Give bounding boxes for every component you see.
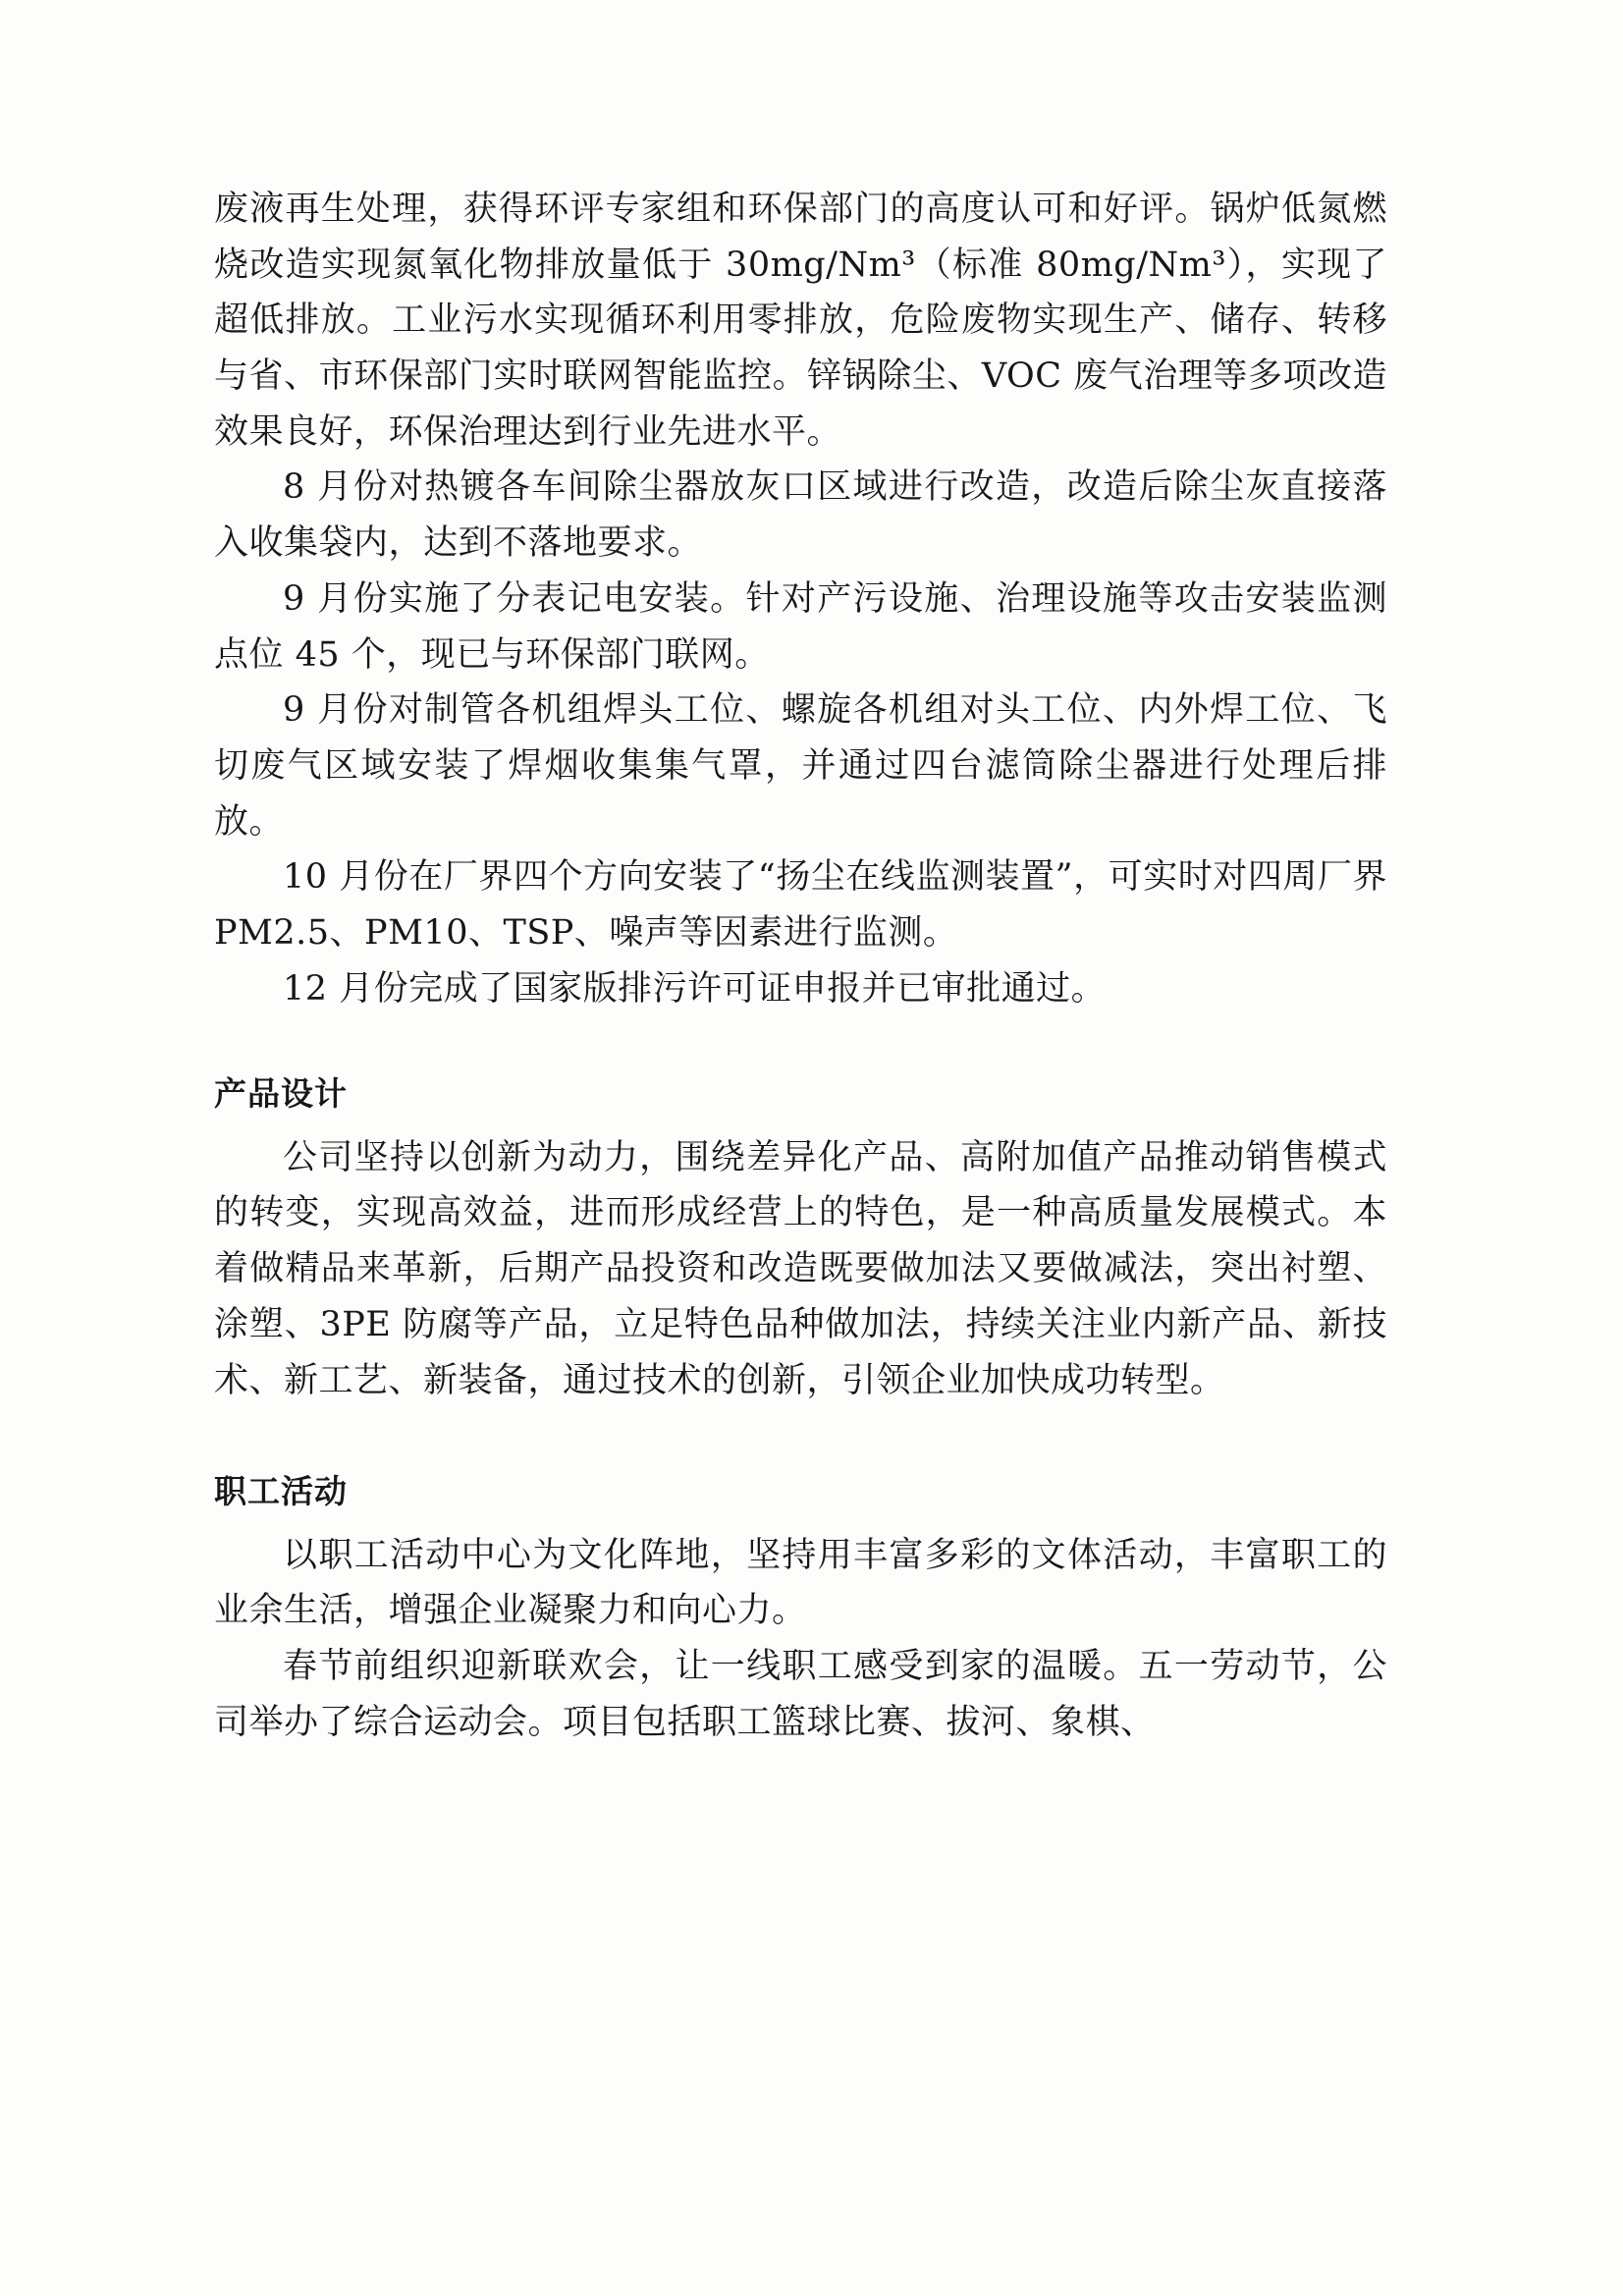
spacer — [214, 1121, 1387, 1130]
page-content — [214, 182, 1387, 1750]
paragraph-environment-3: 9 月份实施了分表记电安装。针对产污设施、治理设施等攻击安装监测点位 45 个，现已与环保部门联网。 — [214, 578, 1387, 675]
paragraph-environment-6: 12 月份完成了国家版排污许可证申报并已审批通过。 — [283, 968, 1107, 1009]
paragraph-product-design: 公司坚持以创新为动力，围绕差异化产品、高附加值产品推动销售模式的转变，实现高效益，进而形成经营上的特色，是一种高质量发展模式。本着做精品来革新，后期产品投资和改造既要做加法又要做减法，突出衬塑、涂塑、3PE 防腐等产品，立足特色品种做加法，持续关注业内新产品、新技术、新工艺、新装备，通过技术的创新，引领企业加快成功转型。 — [214, 1137, 1387, 1400]
paragraph-environment-4: 9 月份对制管各机组焊头工位、螺旋各机组对头工位、内外焊工位、飞切废气区域安装了焊烟收集集气罩，并通过四台滤筒除尘器进行处理后排放。 — [214, 690, 1387, 842]
spacer — [214, 1016, 1387, 1067]
paragraph-staff-1: 以职工活动中心为文化阵地，坚持用丰富多彩的文体活动，丰富职工的业余生活，增强企业凝聚力和向心力。 — [214, 1535, 1387, 1631]
heading-product-design: 产品设计 — [214, 1074, 348, 1114]
paragraph-environment-2: 8 月份对热镀各车间除尘器放灰口区域进行改造，改造后除尘灰直接落入收集袋内，达到不落地要求。 — [214, 467, 1387, 564]
paragraph-environment-5: 10 月份在厂界四个方向安装了“扬尘在线监测装置”，可实时对四周厂界 PM2.5、PM10、TSP、噪声等因素进行监测。 — [214, 857, 1387, 953]
spacer — [214, 1518, 1387, 1528]
paragraph-environment-1: 废液再生处理，获得环评专家组和环保部门的高度认可和好评。锅炉低氮燃烧改造实现氮氧化物排放量低于 30mg/Nm³（标准 80mg/Nm³），实现了超低排放。工业污水实现循环利用零排放，危险废物实现生产、储存、转移与省、市环保部门实时联网智能监控。锌锅除尘、VOC 废气治理等多项改造效果良好，环保治理达到行业先进水平。 — [214, 190, 1387, 452]
heading-staff-activities: 职工活动 — [214, 1472, 348, 1511]
paragraph-staff-2: 春节前组织迎新联欢会，让一线职工感受到家的温暖。五一劳动节，公司举办了综合运动会。项目包括职工篮球比赛、拔河、象棋、 — [214, 1647, 1387, 1742]
spacer — [214, 1408, 1387, 1459]
